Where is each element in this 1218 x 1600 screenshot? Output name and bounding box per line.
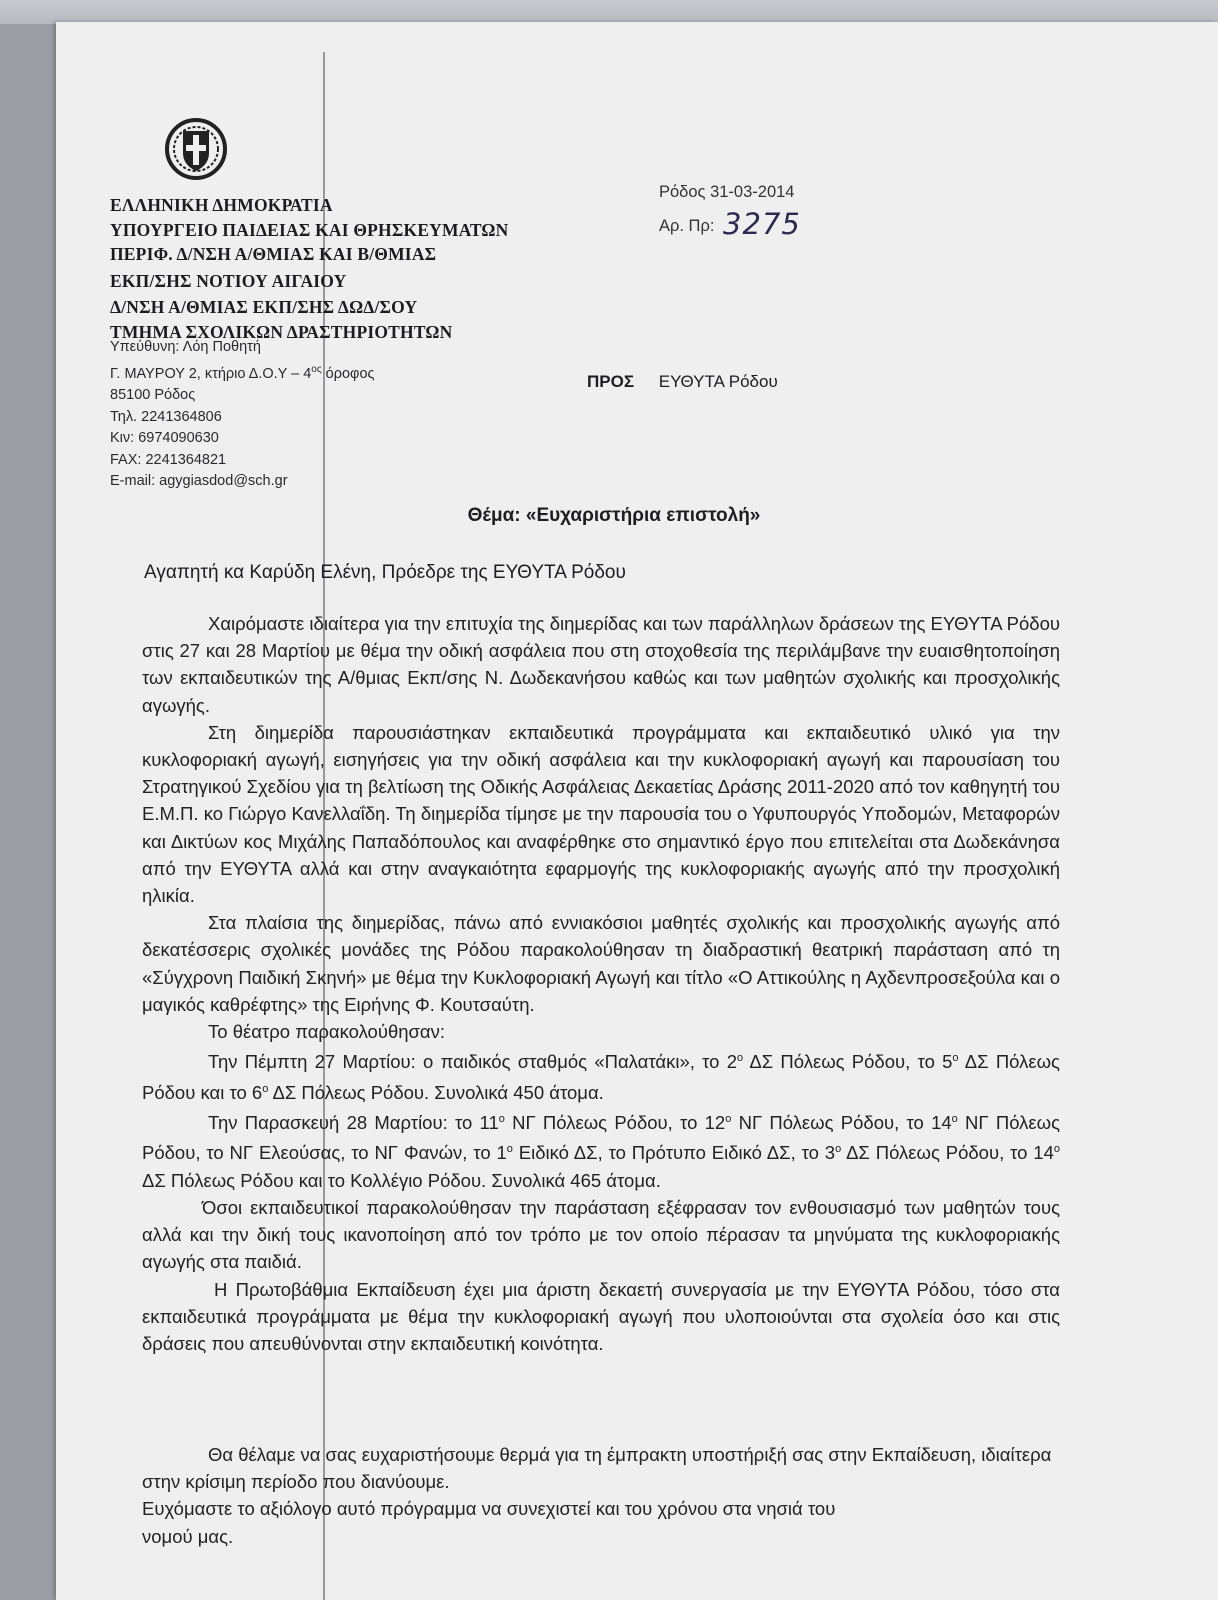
scan-top-strip — [0, 0, 1218, 24]
header-line: ΤΜΗΜΑ ΣΧΟΛΙΚΩΝ ΔΡΑΣΤΗΡΙΟΤΗΤΩΝ — [110, 321, 453, 342]
protocol-number: 3275 — [723, 207, 801, 241]
header-line: ΥΠΟΥΡΓΕΙΟ ΠΑΙΔΕΙΑΣ ΚΑΙ ΘΡΗΣΚΕΥΜΑΤΩΝ — [110, 219, 509, 240]
address: Γ. ΜΑΥΡΟΥ 2, κτήριο $\Delta.O.\Upsilon - 4^{o\varsigma}$ όροφος — [110, 363, 375, 382]
letter-body — [142, 610, 1060, 1357]
contact-block — [110, 337, 375, 493]
paragraph: Στα πλαίσια της διημερίδας, πάνω από εννιακόσιοι μαθητές σχολικής και προσχολικής αγωγής από δεκατέσσερις σχολικές μονάδες της Ρόδου παρακολούθησαν τη διαδραστική θεατρική παράσταση από τη «Σύγχρονη Παιδική Σκηνή» με θέμα την Κυκλοφοριακή Αγωγή και τίτλο «Ο Αττικούλης η Αχδενπροσεξούλα και ο μαγικός καθρέφτης» της Ειρήνης Φ. Κουτσαύτη. — [142, 912, 1060, 1015]
closing-paragraph: Θα θέλαμε να σας ευχαριστήσουμε θερμά για τη έμπρακτη υποστήριξή σας στην Εκπαίδευση, ιδιαίτερα στην κρίσιμη περίοδο που διανύουμε. — [142, 1444, 1052, 1493]
phone: Τηλ. 2241364806 — [110, 408, 222, 425]
greek-coat-of-arms-icon — [163, 117, 229, 181]
recipient-line — [587, 372, 778, 392]
closing-wish: Ευχόμαστε το αξιόλογο αυτό πρόγραμμα να συνεχιστεί και του χρόνου στα νησιά του νομού μας. — [142, 1498, 836, 1547]
paragraph: Η Πρωτοβάθμια Εκπαίδευση έχει μια άριστη δεκαετή συνεργασία με την ΕΥΘΥΤΑ Ρόδου, τόσο στα εκπαιδευτικά προγράμματα με θέμα την κυκλοφοριακή αγωγή που υλοποιούνται στα σχολεία όσο και στις δράσεις που απευθύνονται στην εκπαιδευτική κοινότητα. — [142, 1278, 1060, 1354]
protocol-label: Αρ. Πρ: — [659, 217, 715, 235]
greeting: Αγαπητή κα Καρύδη Ελένη, Πρόεδρε της ΕΥΘΥΤΑ Ρόδου — [144, 562, 626, 583]
responsible-person: Υπεύθυνη: Λόη Ποθητή — [110, 339, 261, 355]
paragraph: Όσοι εκπαιδευτικοί παρακολούθησαν την παράσταση εξέφρασαν τον ενθουσιασμό των μαθητών τους αλλά και την δική τους ικανοποίηση από τον τρόπο με τον οποίο πέρασαν τα μηνύματα της κυκλοφοριακής αγωγής στα παιδιά. — [142, 1196, 1060, 1273]
paragraph-friday: Την Παρασκευή 28 Μαρτίου: το $11^o$ ΝΓ Πόλεως Ρόδου, το $12^o$ ΝΓ Πόλεως Ρόδου, το $14^o$ ΝΓ Πόλεως Ρόδου, το ΝΓ Ελεούσας, το ΝΓ Φανών, το $1^o$ Ειδικό ΔΣ, το Πρότυπο Ειδικό ΔΣ, το $3^o$ ΔΣ Πόλεως Ρόδου, το $14^o$ ΔΣ Πόλεως Ρόδου και το Κολλέγιο Ρόδου. Συνολικά 465 άτομα. — [142, 1112, 1060, 1191]
authority-header — [110, 193, 509, 344]
protocol-line — [659, 207, 801, 241]
email: E-mail: agygiasdod@sch.gr — [110, 473, 288, 490]
paragraph: Χαιρόμαστε ιδιαίτερα για την επιτυχία της διημερίδας και των παράλληλων δράσεων της ΕΥΘΥΤΑ Ρόδου στις 27 και 28 Μαρτίου με θέμα την οδική ασφάλεια που στη στοχοθεσία της περιλάμβανε την ευαισθητοποίηση των εκπαιδευτικών της Α/θμιας Εκπ/σης Ν. Δωδεκανήσου καθώς και των μαθητών σχολικής και προσχολικής αγωγής. — [142, 613, 1061, 716]
letter-subject: Θέμα: «Ευχαριστήρια επιστολή» — [467, 505, 761, 526]
recipient-label: ΠΡΟΣ — [587, 372, 635, 391]
fax: FAX: 2241364821 — [110, 451, 227, 468]
header-line: ΠΕΡΙΦ. Δ/ΝΣΗ Α/ΘΜΙΑΣ ΚΑΙ Β/ΘΜΙΑΣ — [110, 244, 437, 264]
header-line: ΕΚΠ/ΣΗΣ ΝΟΤΙΟΥ ΑΙΓΑΙΟΥ — [110, 270, 347, 291]
paragraph-thursday: Την Πέμπτη 27 Μαρτίου: ο παιδικός σταθμός «Παλατάκι», το $2^o$ ΔΣ Πόλεως Ρόδου, το $5^o$ ΔΣ Πόλεως Ρόδου και το $6^o$ ΔΣ Πόλεως Ρόδου. Συνολικά 450 άτομα. — [142, 1051, 1060, 1103]
date-protocol-block — [659, 178, 801, 241]
postal-code: 85100 Ρόδος — [110, 387, 196, 404]
mobile: Κιν: 6974090630 — [110, 430, 219, 447]
paragraph: Στη διημερίδα παρουσιάστηκαν εκπαιδευτικά προγράμματα και εκπαιδευτικό υλικό για την κυκλοφοριακή αγωγή, εισηγήσεις για την οδική ασφάλεια και την κυκλοφοριακή αγωγή και παρουσίαση του Στρατηγικού Σχεδίου για τη βελτίωση της Οδικής Ασφάλειας Δεκαετίας Δράσης 2011-2020 από τον καθηγητή του Ε.Μ.Π. κο Γιώργο Κανελλαΐδη. Τη διημερίδα τίμησε με την παρουσία του ο Υφυπουργός Υποδομών, Μεταφορών και Δικτύων κος Μιχάλης Παπαδόπουλος και αναφέρθηκε στο σημαντικό έργο που επιτελείται στα Δωδεκάνησα από την ΕΥΘΥΤΑ αλλά και στην αναγκαιότητα εφαρμογής της κυκλοφοριακής αγωγής από την προσχολική ηλικία. — [142, 721, 1060, 907]
recipient-name: ΕΥΘΥΤΑ Ρόδου — [658, 372, 778, 391]
document-date: Ρόδος 31-03-2014 — [659, 183, 795, 201]
paragraph: Το θέατρο παρακολούθησαν: — [208, 1021, 446, 1043]
header-line: Δ/ΝΣΗ Α/ΘΜΙΑΣ ΕΚΠ/ΣΗΣ ΔΩΔ/ΣΟΥ — [110, 297, 418, 317]
letter-closing — [142, 1441, 1060, 1550]
header-line: ΕΛΛΗΝΙΚΗ ΔΗΜΟΚΡΑΤΙΑ — [110, 195, 333, 215]
